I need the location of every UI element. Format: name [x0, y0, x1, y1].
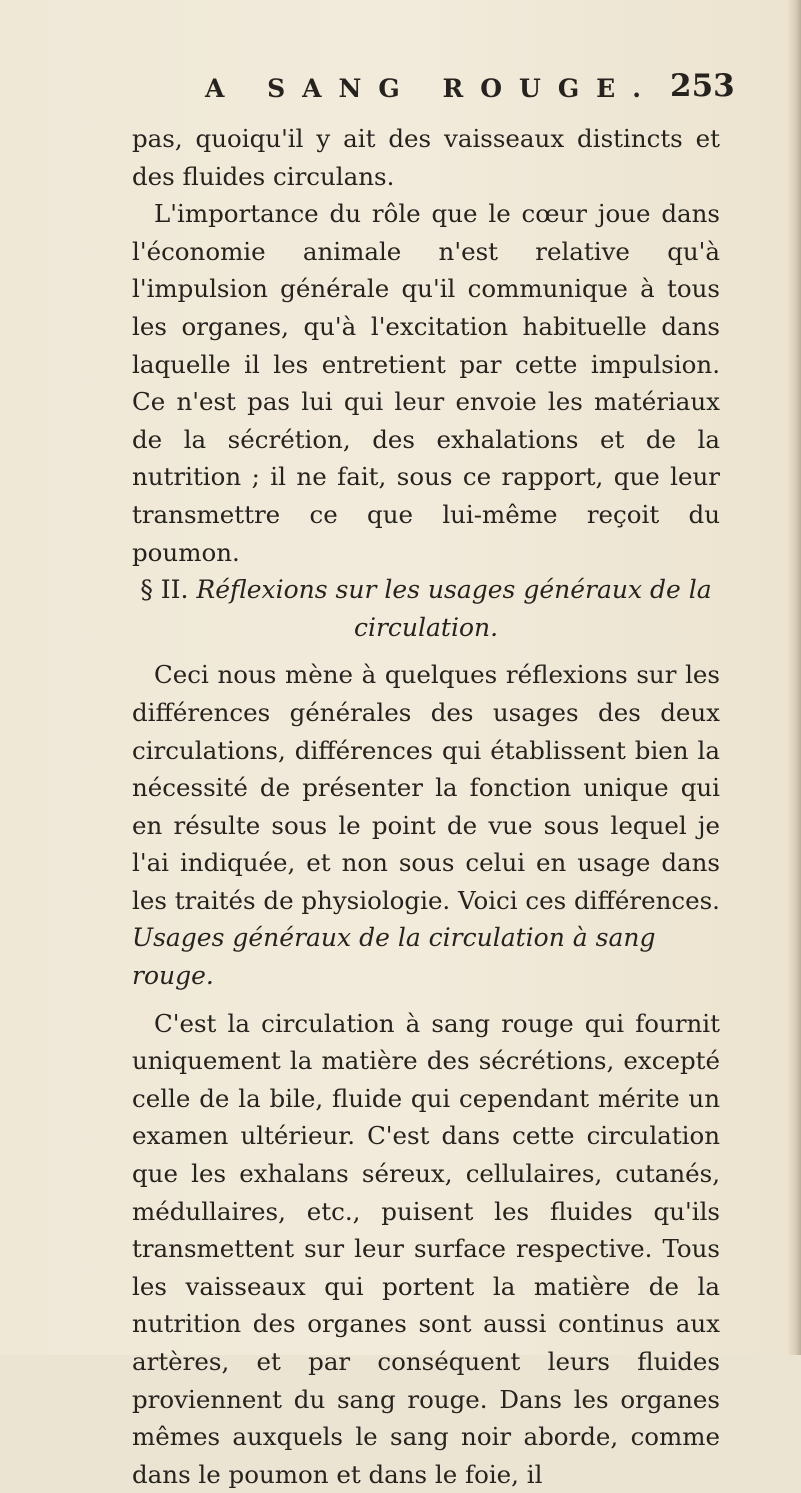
paragraph-usages: C'est la circulation à sang rouge qui fournit uniquement la matière des sécrétions, excepté celle de la bile, fluide qui cependant mérite un examen ultérieur. C'est dans cette circulation que les exhalans séreux, cellulaires, cutanés, médullaires, etc., puisent les fluides qu'ils transmettent sur leur surface respective. Tous les vaisseaux qui portent la matière de la nutrition des organes sont aussi continus aux artères, et par conséquent leurs fluides proviennent du sang rouge. Dans les organes mêmes auxquels le sang noir aborde, comme dans le poumon et dans le foie, il [132, 1008, 720, 1489]
paragraph-reflexions: Ceci nous mène à quelques réflexions sur les différences générales des usages des deux circulations, différences qui établissent bien la nécessité de présenter la fonction unique qui en résulte sous le point de vue sous lequel je l'ai indiquée, et non sous celui en usage dans les traités de physiologie. Voici ces différences. [132, 660, 720, 915]
page-number: 253 [670, 68, 735, 104]
paragraph-continuation: pas, quoiqu'il y ait des vaisseaux distincts et des fluides circulans. [132, 124, 720, 191]
page-header [0, 68, 801, 114]
subheading: Usages généraux de la circulation à sang rouge. [132, 923, 656, 991]
paragraph-importance: L'importance du rôle que le cœur joue dans l'économie animale n'est relative qu'à l'impulsion générale qu'il communique à tous les organes, qu'à l'excitation habituelle dans laquelle il les entretient par cette impulsion. Ce n'est pas lui qui leur envoie les matériaux de la sécrétion, des exhalations et de la nutrition ; il ne fait, sous ce rapport, que leur transmettre ce que lui-même reçoit du poumon. [132, 199, 720, 567]
page-body [132, 120, 720, 1493]
page-edge-shadow [787, 0, 801, 1355]
section-mark: § II. [140, 575, 189, 605]
running-head: A SANG ROUGE. [205, 74, 658, 103]
section-title: Réflexions sur les usages généraux de la circulation. [196, 575, 712, 642]
section-heading [132, 571, 720, 646]
